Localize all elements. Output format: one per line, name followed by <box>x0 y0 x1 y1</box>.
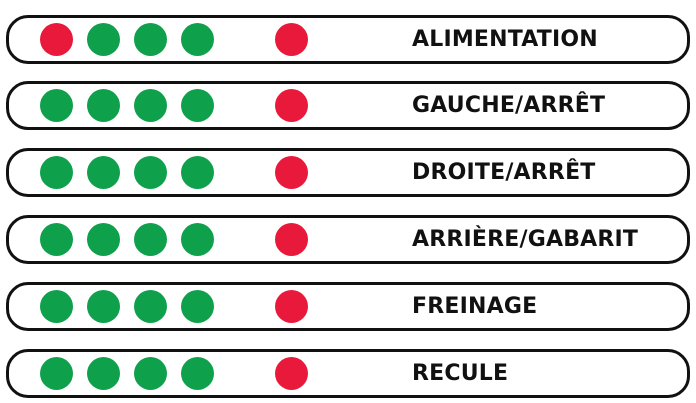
led-indicator <box>40 357 73 390</box>
led-indicator <box>40 23 73 56</box>
led-indicator <box>275 223 308 256</box>
row-label: GAUCHE/ARRÊT <box>412 93 606 118</box>
led-indicator <box>87 156 120 189</box>
led-indicator <box>134 223 167 256</box>
led-indicator <box>275 89 308 122</box>
led-indicator <box>40 89 73 122</box>
led-indicator <box>181 23 214 56</box>
led-indicator <box>40 290 73 323</box>
led-indicator <box>134 290 167 323</box>
led-indicator <box>134 156 167 189</box>
led-indicator <box>40 156 73 189</box>
row-label: ARRIÈRE/GABARIT <box>412 227 639 252</box>
indicator-row-alimentation <box>6 15 690 64</box>
led-indicator <box>275 290 308 323</box>
indicator-row-freinage <box>6 282 690 331</box>
led-indicator <box>181 223 214 256</box>
led-indicator <box>87 357 120 390</box>
indicator-row-recule <box>6 349 690 398</box>
led-indicator <box>181 357 214 390</box>
indicator-row-arriere-gabarit <box>6 215 690 264</box>
led-indicator <box>134 357 167 390</box>
led-indicator <box>87 23 120 56</box>
led-indicator <box>134 23 167 56</box>
led-indicator <box>134 89 167 122</box>
led-indicator <box>87 290 120 323</box>
led-indicator <box>87 223 120 256</box>
row-label: RECULE <box>412 361 509 386</box>
led-indicator <box>87 89 120 122</box>
row-label: FREINAGE <box>412 294 538 319</box>
indicator-row-gauche-arret <box>6 81 690 130</box>
led-indicator <box>181 290 214 323</box>
indicator-row-droite-arret <box>6 148 690 197</box>
row-label: DROITE/ARRÊT <box>412 160 596 185</box>
row-label: ALIMENTATION <box>412 27 598 52</box>
led-indicator <box>275 23 308 56</box>
led-indicator <box>40 223 73 256</box>
led-indicator <box>181 89 214 122</box>
led-indicator <box>275 156 308 189</box>
led-indicator <box>275 357 308 390</box>
led-indicator <box>181 156 214 189</box>
